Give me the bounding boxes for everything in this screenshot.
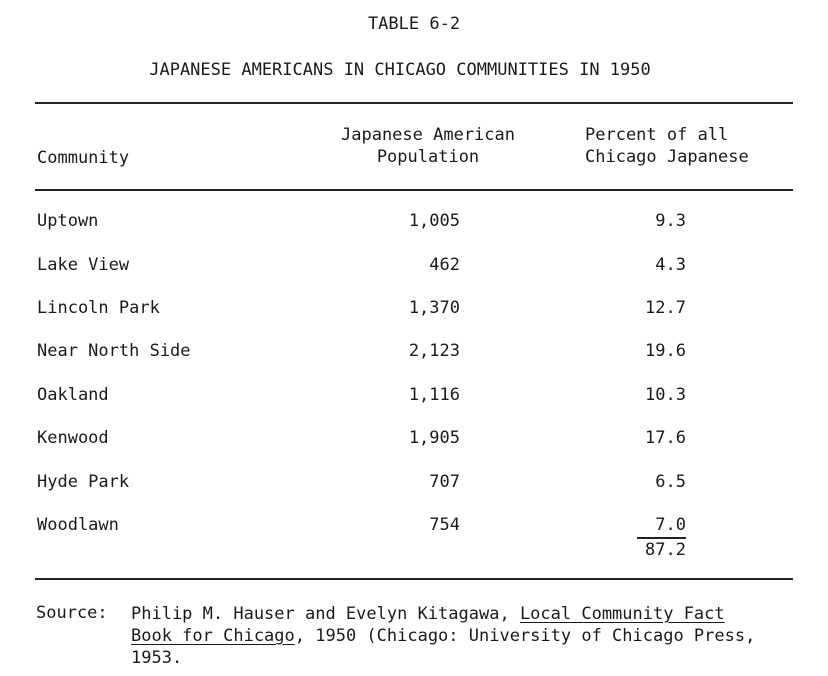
- source-citation: [131, 603, 755, 669]
- source-line2: [131, 625, 755, 647]
- row-population: 1,116: [408, 385, 460, 405]
- row-percent: 10.3: [645, 385, 686, 405]
- row-percent: 9.3: [655, 211, 686, 231]
- row-percent: 12.7: [645, 298, 686, 318]
- row-population: 754: [429, 515, 460, 535]
- header-population-line2: Population: [376, 147, 480, 167]
- row-percent: 6.5: [655, 472, 686, 492]
- header-population-line1: Japanese American: [341, 125, 515, 145]
- header-rule: [35, 189, 793, 191]
- total-percent: 87.2: [645, 540, 686, 560]
- header-percent: [585, 124, 749, 168]
- row-population: 462: [429, 255, 460, 275]
- row-community: Near North Side: [37, 341, 191, 361]
- header-percent-line1: Percent of all: [585, 125, 729, 145]
- row-community: Lake View: [37, 255, 130, 275]
- table-number: TABLE 6-2: [367, 14, 461, 34]
- row-community: Hyde Park: [37, 472, 130, 492]
- row-percent: 19.6: [645, 341, 686, 361]
- source-line1: [131, 603, 755, 625]
- header-community: Community: [37, 148, 130, 168]
- row-population: 2,123: [408, 341, 460, 361]
- row-population: 1,005: [408, 211, 460, 231]
- source-title-part2: Book for Chicago: [131, 626, 295, 646]
- source-line3: [131, 647, 755, 669]
- table-title: JAPANESE AMERICANS IN CHICAGO COMMUNITIES IN 1950: [149, 60, 651, 80]
- header-population: [318, 124, 538, 168]
- row-percent: 17.6: [645, 428, 686, 448]
- top-rule: [35, 102, 793, 104]
- row-community: Woodlawn: [37, 515, 119, 535]
- row-percent: 7.0: [655, 515, 686, 535]
- source-publisher: , 1950 (Chicago: University of Chicago Press,: [294, 626, 756, 646]
- source-year: 1953.: [131, 648, 183, 668]
- row-community: Oakland: [37, 385, 109, 405]
- row-population: 1,905: [408, 428, 460, 448]
- row-community: Uptown: [37, 211, 99, 231]
- source-label: Source:: [36, 603, 108, 623]
- bottom-rule: [35, 578, 793, 580]
- row-population: 1,370: [408, 298, 460, 318]
- sum-rule: [637, 537, 686, 539]
- header-percent-line2: Chicago Japanese: [585, 147, 749, 167]
- source-title-part1: Local Community Fact: [519, 604, 725, 624]
- row-population: 707: [429, 472, 460, 492]
- source-authors: Philip M. Hauser and Evelyn Kitagawa,: [131, 604, 520, 624]
- row-percent: 4.3: [655, 255, 686, 275]
- row-community: Lincoln Park: [37, 298, 160, 318]
- row-community: Kenwood: [37, 428, 109, 448]
